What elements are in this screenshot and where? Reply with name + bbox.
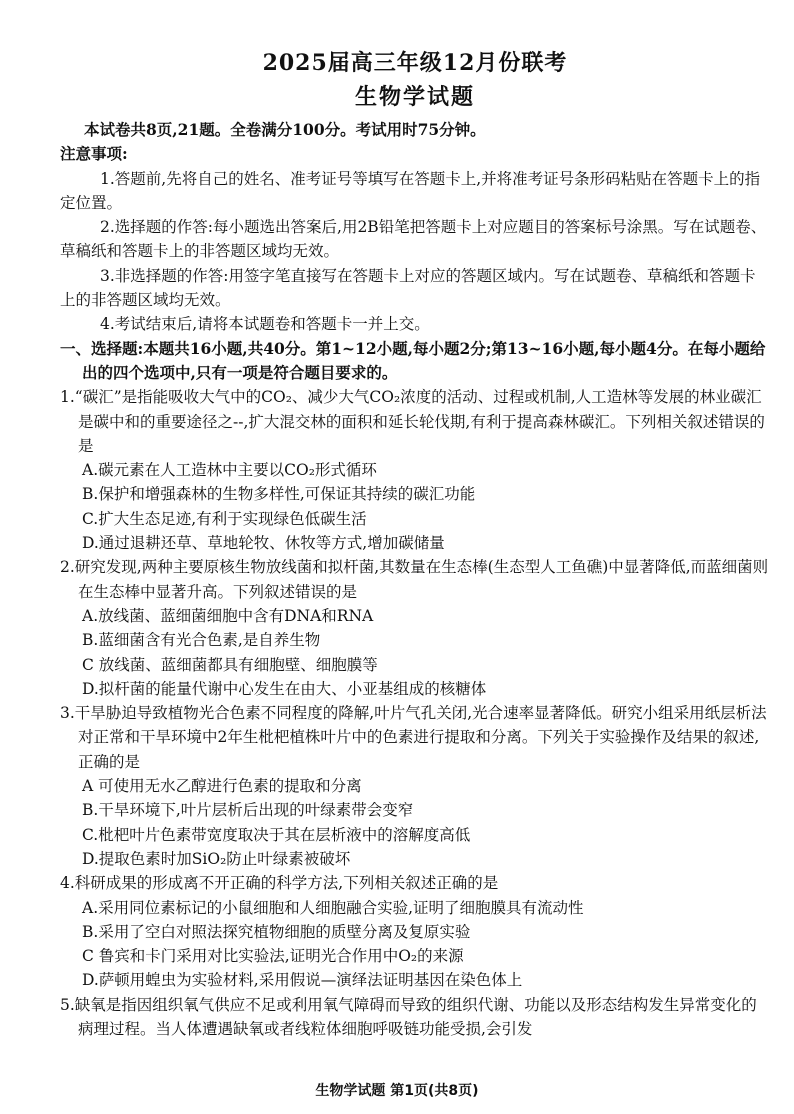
note-item: 4.考试结束后,请将本试题卷和答题卡一并上交。 (100, 315, 430, 334)
option-a: A.采用同位素标记的小鼠细胞和人细胞融合实验,证明了细胞膜具有流动性 (82, 898, 584, 917)
notes-heading: 注意事项: (60, 144, 128, 164)
option-d: D.拟杆菌的能量代谢中心发生在由大、小亚基组成的核糖体 (82, 679, 487, 698)
option-b: B.保护和增强森林的生物多样性,可保证其持续的碳汇功能 (82, 485, 476, 504)
question-4 (60, 871, 770, 992)
option-d: D.通过退耕还草、草地轮牧、休牧等方式,增加碳储量 (82, 534, 445, 553)
option-d: D.萨顿用蝗虫为实验材料,采用假说—演绎法证明基因在染色体上 (82, 971, 523, 990)
option-c: C 鲁宾和卡门采用对比实验法,证明光合作用中O₂的来源 (82, 947, 464, 966)
page-footer: 生物学试题 第1页(共8页) (315, 1083, 479, 1099)
note-item: 1.答题前,先将自己的姓名、准考证号等填写在答题卡上,并将准考证号条形码粘贴在答题卡上的指定位置。 (60, 169, 761, 212)
question-stem: 3.干旱胁迫导致植物光合色素不同程度的降解,叶片气孔关闭,光合速率显著降低。研究小组采用纸层析法对正常和干旱环境中2年生枇杷植株叶片中的色素进行提取和分离。下列关于实验操作及结果的叙述,正确的是 (60, 704, 767, 771)
exam-title: 2025届高三年级12月份联考 (262, 50, 568, 76)
option-a: A 可使用无水乙醇进行色素的提取和分离 (82, 777, 362, 796)
option-b: B.蓝细菌含有光合色素,是自养生物 (82, 631, 321, 650)
question-stem: 2.研究发现,两种主要原核生物放线菌和拟杆菌,其数量在生态棒(生态型人工鱼礁)中显著降低,而蓝细菌则在生态棒中显著升高。下列叙述错误的是 (60, 558, 769, 601)
question-stem: 4.科研成果的形成离不开正确的科学方法,下列相关叙述正确的是 (60, 874, 499, 893)
question-2 (60, 555, 770, 701)
question-stem: 1.“碳汇”是指能吸收大气中的CO₂、减少大气CO₂浓度的活动、过程或机制,人工造林等发展的林业碳汇是碳中和的重要途径之--,扩大混交林的面积和延长轮伐期,有利于提高森林碳汇。下列相关叙述错误的是 (60, 388, 765, 455)
question-5 (60, 993, 770, 1042)
option-a: A.碳元素在人工造林中主要以CO₂形式循环 (82, 461, 377, 480)
option-d: D.提取色素时加SiO₂防止叶绿素被破坏 (82, 849, 351, 868)
section-heading: 一、选择题:本题共16小题,共40分。第1~12小题,每小题2分;第13~16小题,每小题4分。在每小题给出的四个选项中,只有一项是符合题目要求的。 (60, 338, 766, 382)
note-item: 2.选择题的作答:每小题选出答案后,用2B铅笔把答题卡上对应题目的答案标号涂黑。写在试题卷、草稿纸和答题卡上的非答题区域均无效。 (60, 218, 767, 261)
note-item: 3.非选择题的作答:用签字笔直接写在答题卡上对应的答题区域内。写在试题卷、草稿纸和答题卡上的非答题区域均无效。 (60, 266, 756, 310)
question-3 (60, 701, 770, 871)
option-b: B.采用了空白对照法探究植物细胞的质壁分离及复原实验 (82, 922, 471, 941)
exam-info: 本试卷共8页,21题。全卷满分100分。考试用时75分钟。 (84, 120, 486, 139)
option-c: C.扩大生态足迹,有利于实现绿色低碳生活 (82, 509, 367, 528)
option-a: A.放线菌、蓝细菌细胞中含有DNA和RNA (82, 606, 374, 625)
question-1 (60, 385, 770, 555)
option-c: C.枇杷叶片色素带宽度取决于其在层析液中的溶解度高低 (82, 825, 471, 844)
exam-subject: 生物学试题 (354, 84, 475, 110)
question-stem: 5.缺氧是指因组织氧气供应不足或利用氧气障碍而导致的组织代谢、功能以及形态结构发生异常变化的病理过程。当人体遭遇缺氧或者线粒体细胞呼吸链功能受损,会引发 (60, 995, 757, 1038)
option-b: B.干旱环境下,叶片层析后出现的叶绿素带会变窄 (82, 801, 414, 820)
option-c: C 放线菌、蓝细菌都具有细胞壁、细胞膜等 (82, 655, 378, 674)
